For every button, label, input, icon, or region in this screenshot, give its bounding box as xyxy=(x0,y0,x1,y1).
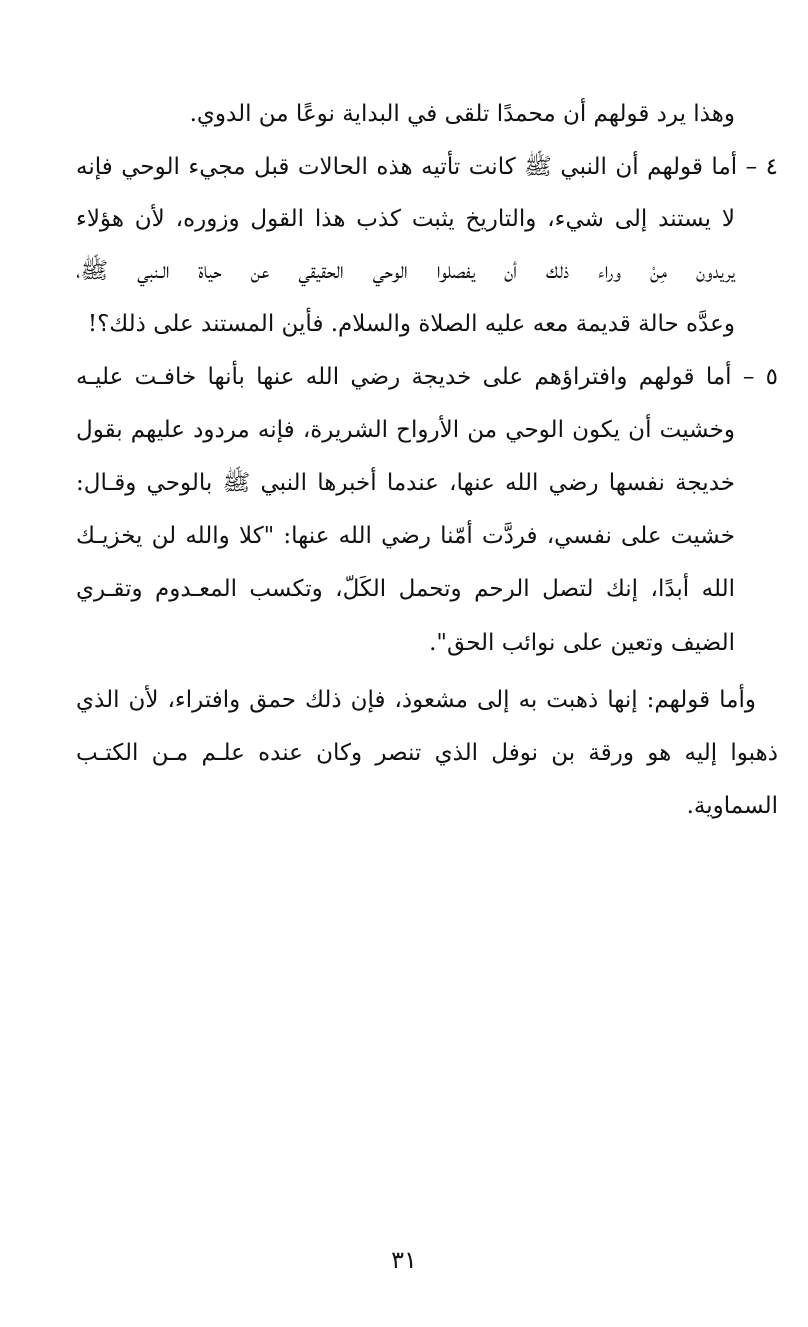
list-item-5-line-3: خديجة نفسها رضي الله عنها، عندما أخبرها النبي ﷺ بالوحي وقـال: xyxy=(76,470,735,496)
text-line-1: وهذا يرد قولهم أن محمدًا تلقى في البداية نوعًا من الدوي. xyxy=(189,101,735,127)
list-item-4-line-1: ٤ – أما قولهم أن النبي ﷺ كانت تأتيه هذه الحالات قبل مجيء الوحي فإنه xyxy=(76,154,778,180)
list-item-5-line-2: وخشيت أن يكون الوحي من الأرواح الشريرة، فإنه مردود عليهم بقول xyxy=(76,417,735,443)
paragraph-line-2: ذهبوا إليه هو ورقة بن نوفل الذي تنصر وكان عنده علـم مـن الكتـب xyxy=(76,740,778,766)
list-item-4-line-2: لا يستند إلى شيء، والتاريخ يثبت كذب هذا القول وزوره، لأن هؤلاء xyxy=(76,206,735,232)
page-number: ٣١ xyxy=(391,1246,417,1274)
paragraph-line-1: وأما قولهم: إنها ذهبت به إلى مشعوذ، فإن ذلك حمق وافتراء، لأن الذي xyxy=(76,687,756,713)
list-item-5-line-1: ٥ – أما قولهم وافتراؤهم على خديجة رضي الله عنها بأنها خافـت عليـه xyxy=(76,364,778,390)
list-item-4-line-4: وعدَّه حالة قديمة معه عليه الصلاة والسلام. فأين المستند على ذلك؟! xyxy=(87,311,735,337)
paragraph-line-3: السماوية. xyxy=(686,793,778,819)
list-item-5-line-5: الله أبدًا، إنك لتصل الرحم وتحمل الكَلّ، وتكسب المعـدوم وتقـري xyxy=(76,576,735,602)
list-item-5-line-4: خشيت على نفسي، فردَّت أمّنا رضي الله عنها: "كلا والله لن يخزيـك xyxy=(76,523,735,549)
list-item-5-line-6: الضيف وتعين على نوائب الحق". xyxy=(429,630,735,656)
list-item-4-line-3: يريدون مِنْ وراء ذلك أن يفصلوا الوحي الحقيقي عن حياة الـنبي ﷺ، xyxy=(76,258,735,284)
